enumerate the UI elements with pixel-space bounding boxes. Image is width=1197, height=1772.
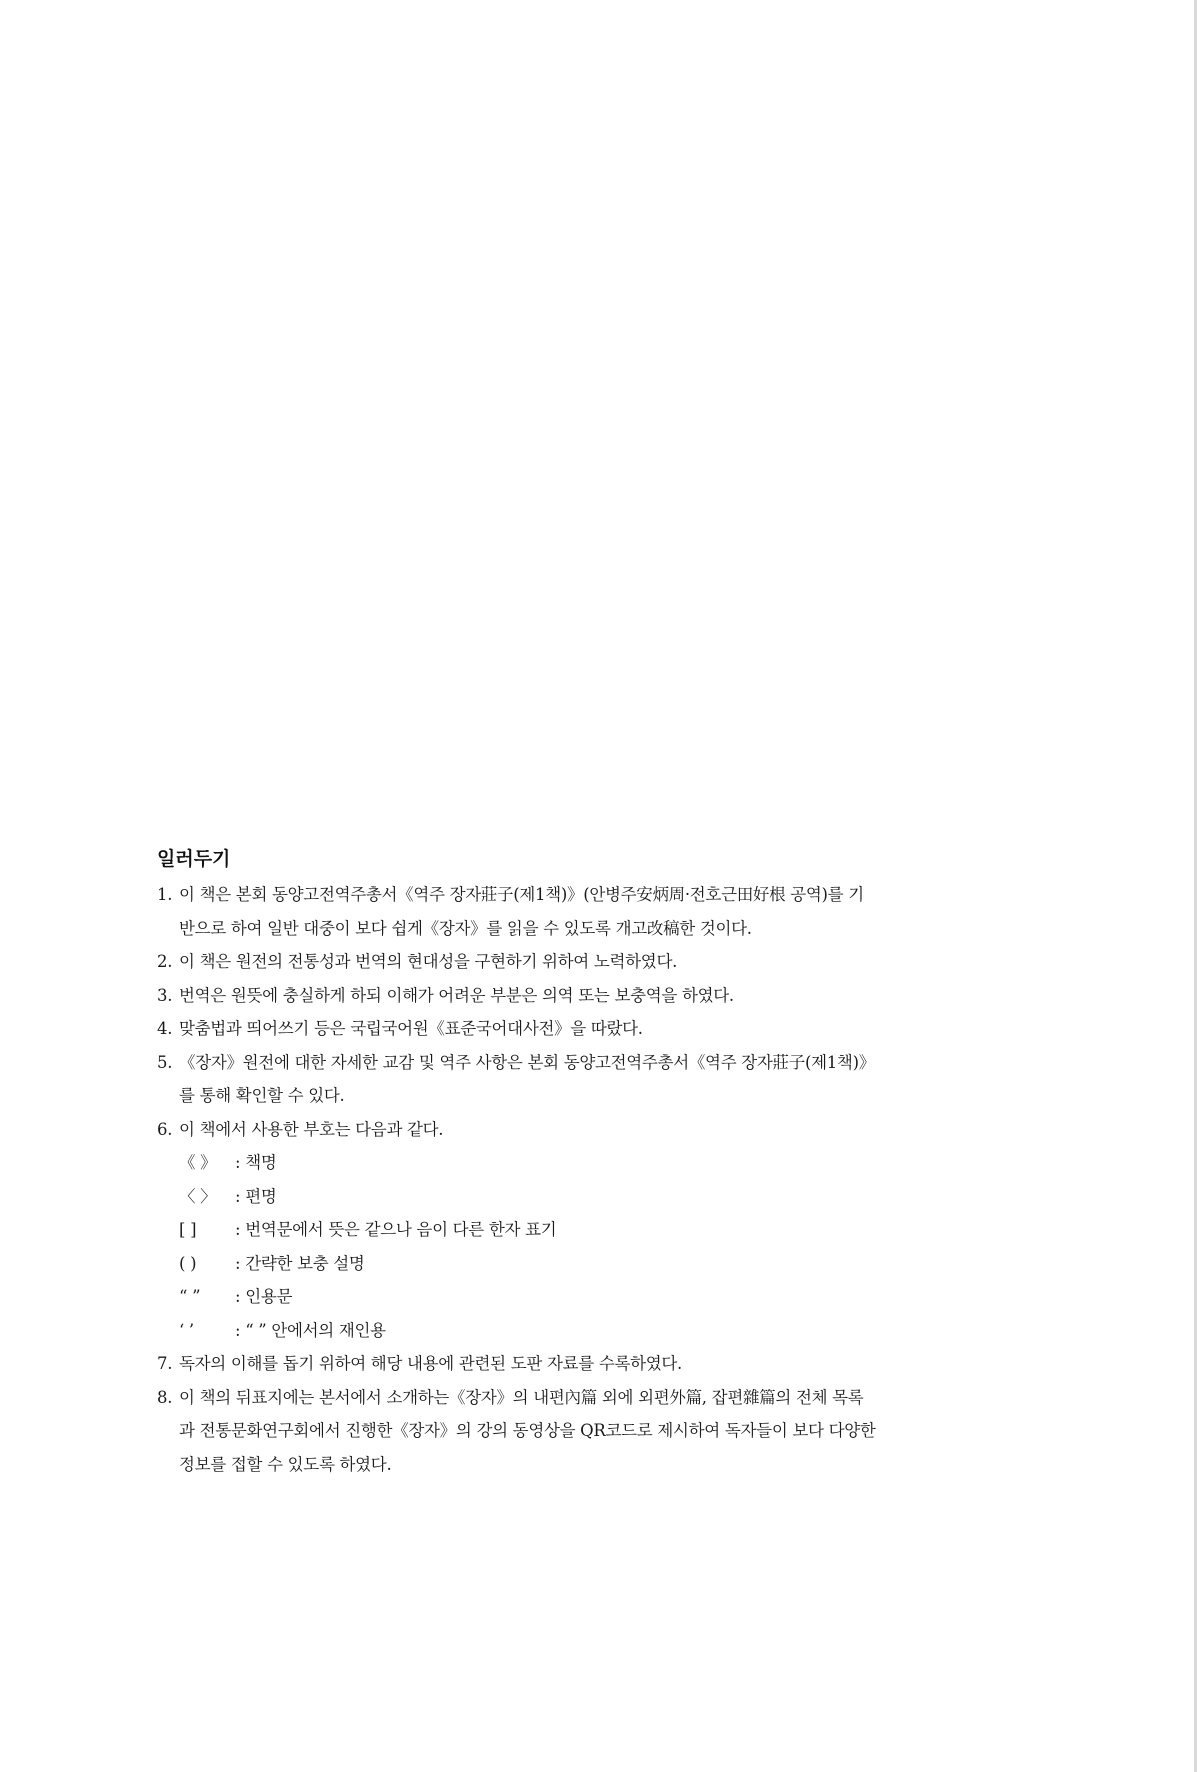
symbol-mark: 〈 〉 [179,1186,217,1206]
symbol-row [179,1280,877,1314]
explanatory-notes [157,846,877,1481]
symbol-row [179,1314,877,1348]
symbol-mark: [ ] [179,1220,197,1239]
list-item [157,945,877,979]
item-number: 7. [157,1354,173,1373]
item-text: 이 책은 원전의 전통성과 번역의 현대성을 구현하기 위하여 노력하였다. [179,952,678,971]
list-item [157,979,877,1013]
list-item [157,1046,877,1113]
list-item [157,1012,877,1046]
item-number: 6. [157,1119,173,1139]
symbol-mark: ‘ ’ [179,1320,194,1340]
item-number: 4. [157,1019,173,1038]
symbol-desc: : 편명 [235,1186,277,1206]
list-item [157,1113,877,1147]
symbol-desc: : “ ” 안에서의 재인용 [235,1320,386,1340]
symbol-desc: : 간략한 보충 설명 [235,1253,365,1273]
item-number: 2. [157,952,173,971]
item-text: 이 책에서 사용한 부호는 다음과 같다. [179,1119,444,1139]
symbol-desc: : 번역문에서 뜻은 같으나 음이 다른 한자 표기 [235,1220,557,1239]
symbol-row [179,1247,877,1281]
item-text: 《장자》원전에 대한 자세한 교감 및 역주 사항은 본회 동양고전역주총서《역주 장자莊子(제1책)》를 통해 확인할 수 있다. [179,1052,875,1105]
item-text: 이 책의 뒤표지에는 본서에서 소개하는《장자》의 내편內篇 외에 외편外篇, 잡편雜篇의 전체 목록과 전통문화연구회에서 진행한《장자》의 강의 동영상을 QR코드로 제시하여 독자들이 보다 다양한 정보를 접할 수 있도록 하였다. [179,1387,876,1474]
item-text: 독자의 이해를 돕기 위하여 해당 내용에 관련된 도판 자료를 수록하였다. [179,1354,682,1373]
item-text: 번역은 원뜻에 충실하게 하되 이해가 어려운 부분은 의역 또는 보충역을 하였다. [179,985,734,1005]
symbol-mark: 《 》 [179,1153,217,1172]
item-number: 8. [157,1387,173,1407]
list-item [157,1381,877,1482]
item-number: 1. [157,885,173,904]
symbol-list [157,1146,877,1347]
symbol-row [179,1180,877,1214]
item-text: 맞춤법과 띄어쓰기 등은 국립국어원《표준국어대사전》을 따랐다. [179,1019,643,1038]
list-item [157,1347,877,1381]
symbol-desc: : 책명 [235,1153,277,1172]
symbol-mark: “ ” [179,1287,201,1306]
item-number: 5. [157,1052,173,1072]
symbol-row [179,1146,877,1180]
symbol-mark: ( ) [179,1253,197,1273]
symbol-row [179,1213,877,1247]
notes-title: 일러두기 [157,848,231,870]
item-number: 3. [157,985,173,1005]
list-item [157,878,877,945]
symbol-desc: : 인용문 [235,1287,293,1306]
item-text: 이 책은 본회 동양고전역주총서《역주 장자莊子(제1책)》(안병주安炳周·전호근田好根 공역)를 기반으로 하여 일반 대중이 보다 쉽게《장자》를 읽을 수 있도록 개고改稿한 것이다. [179,885,864,938]
